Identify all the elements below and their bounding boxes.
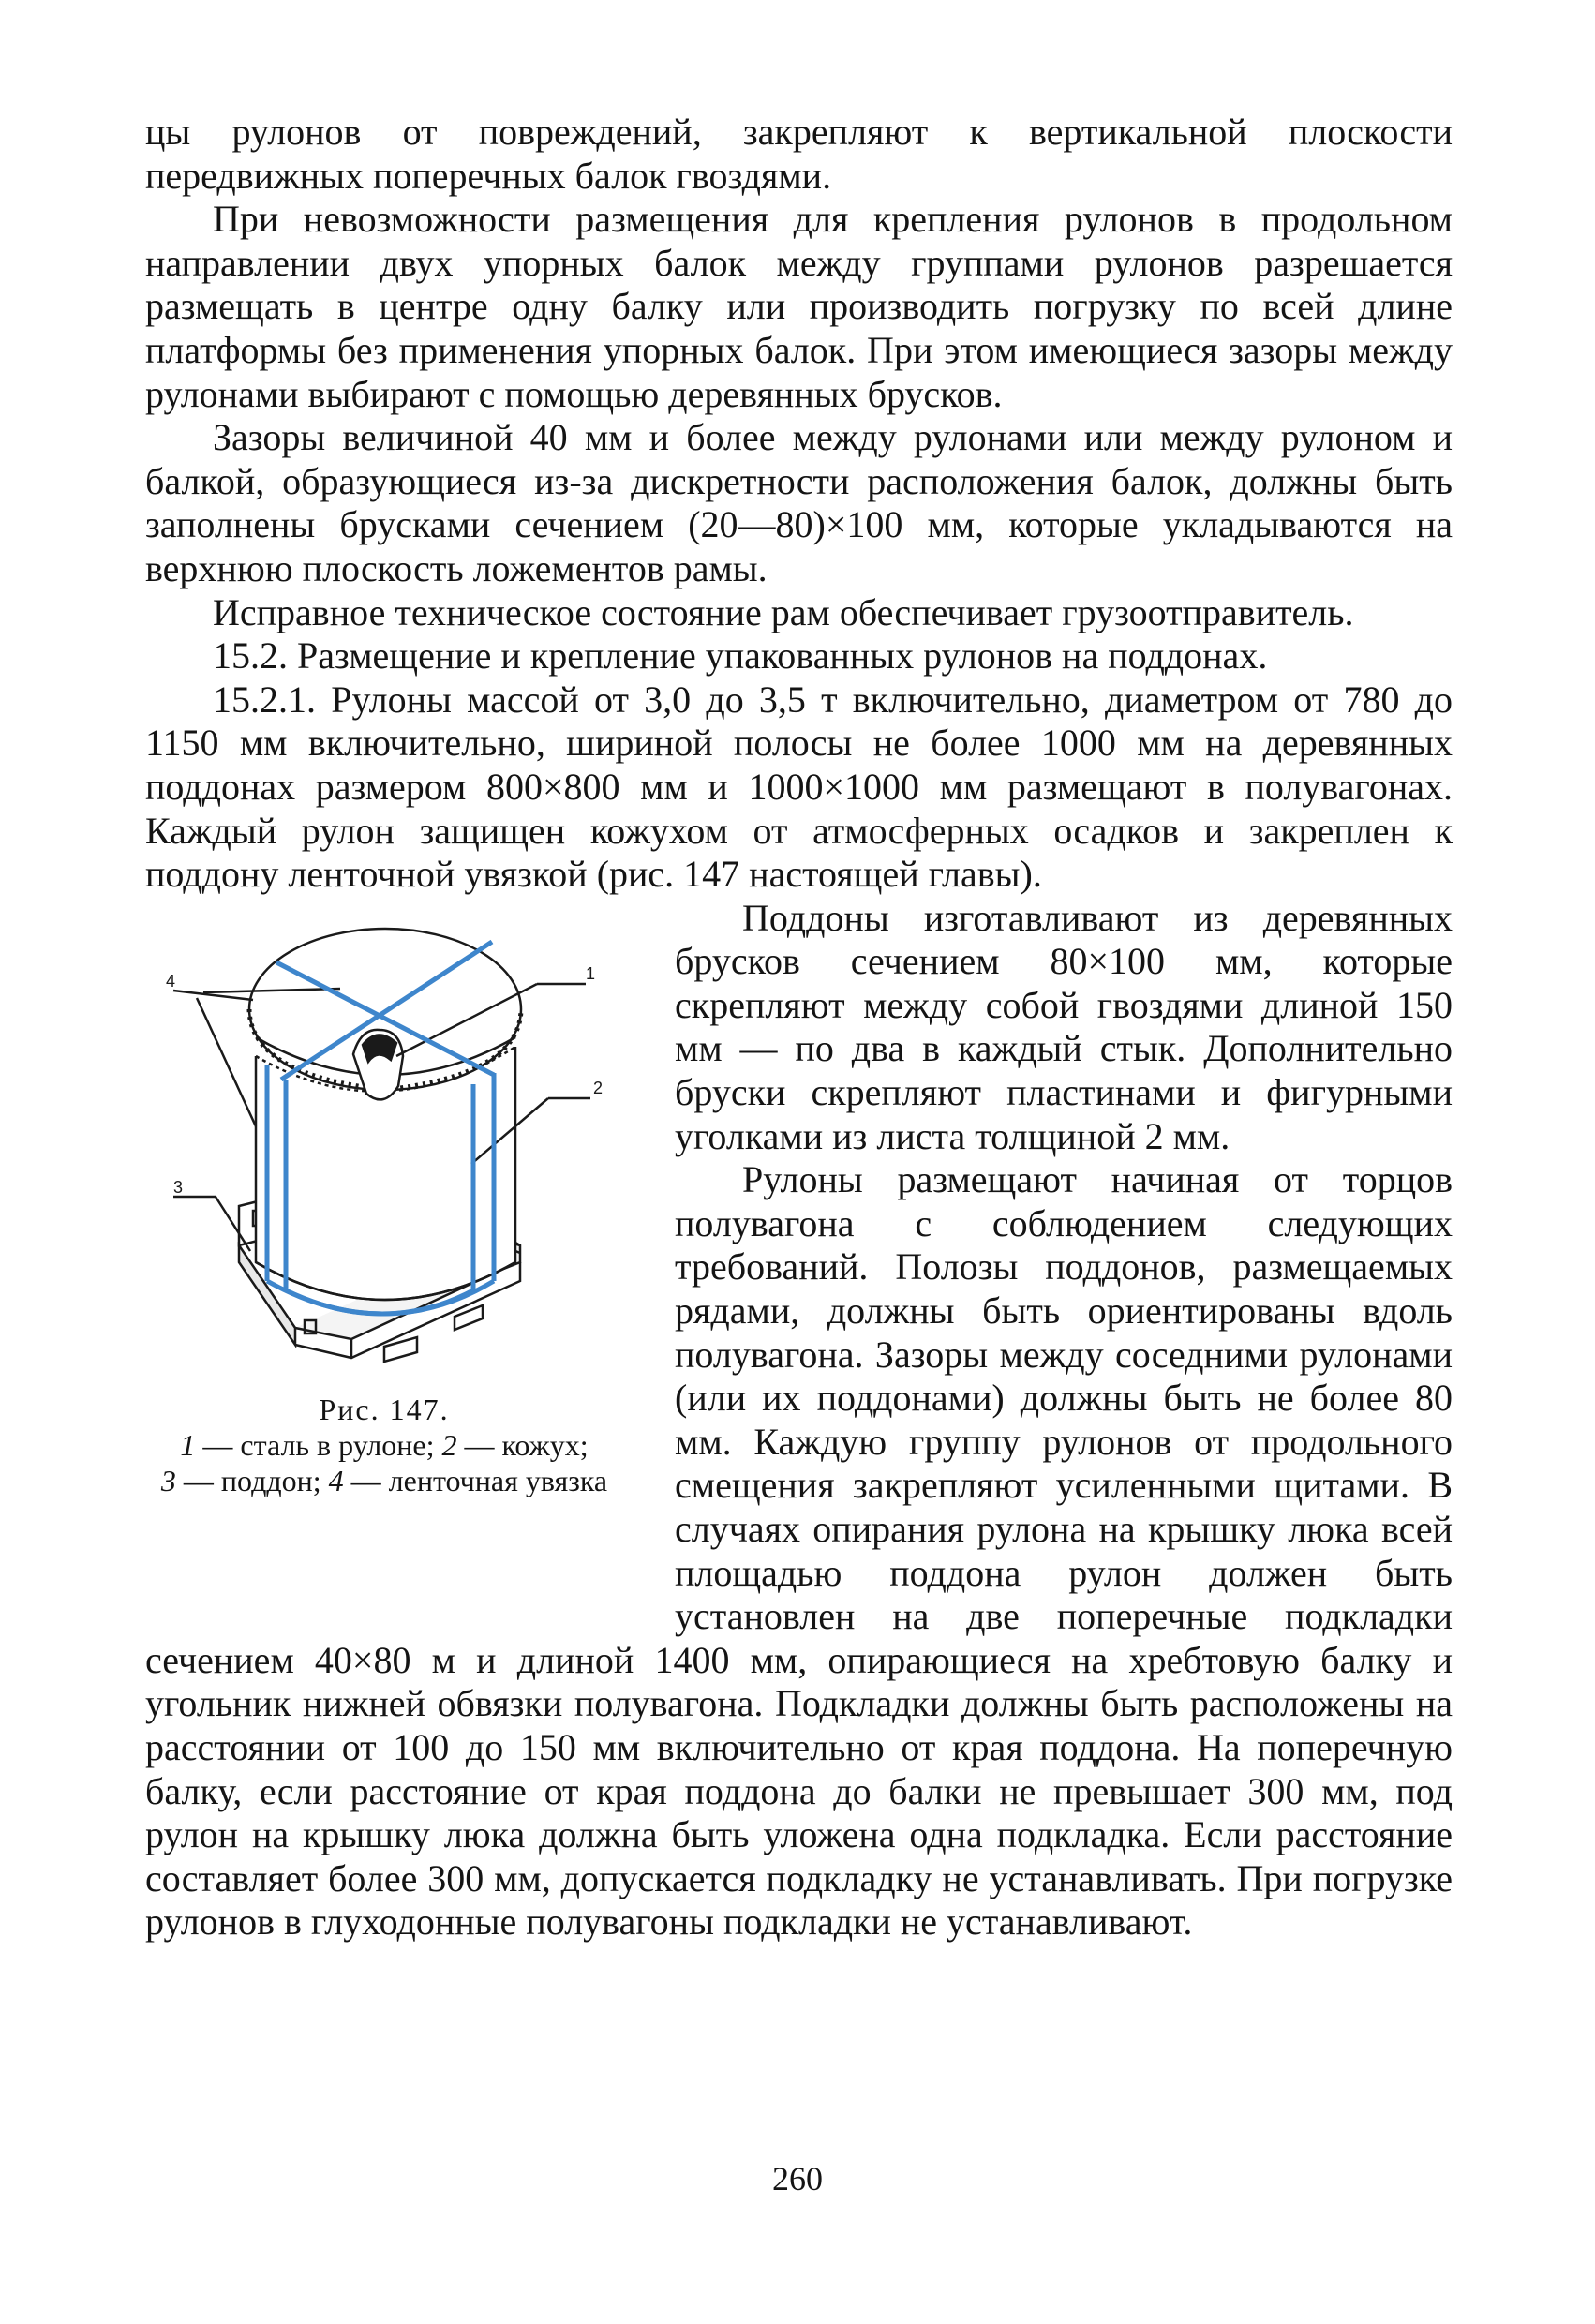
legend-text-4: — ленточная увязка: [343, 1463, 608, 1497]
page-content: [145, 111, 1453, 1944]
page-number: 260: [772, 2160, 823, 2197]
paragraph-15-2-1: 15.2.1. Рулоны массой от 3,0 до 3,5 т включительно, диаметром от 780 до 1150 мм включительно, шириной полосы не более 1000 мм на деревянных поддонах размером 800×800 мм и 1000×1000 мм размещают в полувагонах. Каждый рулон защищен кожухом от атмосферных осадков и закреплен к поддону ленточной увязкой (рис. 147 настоящей главы).: [145, 678, 1453, 896]
callout-label-2: 2: [593, 1078, 604, 1097]
legend-number-2: 2: [441, 1427, 457, 1462]
coil-on-pallet-illustration: [145, 897, 642, 1384]
figure-legend-line-2: [145, 1463, 623, 1498]
callout-label-3: 3: [173, 1177, 184, 1197]
legend-number-1: 1: [180, 1427, 196, 1462]
figure-wrap-block: [145, 897, 1453, 1944]
paragraph-pallets: Поддоны изготавливают из деревянных брусков сечением 80×100 мм, которые скрепляют между собой гвоздями длиной 150 мм — по два в каждый стык. Дополнительно бруски скрепляют пластинами и фигурными уголками из листа толщиной 2 мм.: [675, 896, 1453, 1157]
paragraph-4: Исправное техническое состояние рам обеспечивает грузоотправитель.: [213, 590, 1354, 633]
figure-caption: [145, 1392, 623, 1498]
legend-text-1: — сталь в рулоне;: [195, 1427, 442, 1462]
section-heading-15-2: 15.2. Размещение и крепление упакованных рулонов на поддонах.: [213, 634, 1268, 678]
figure-caption-title: Рис. 147.: [319, 1392, 450, 1426]
paragraph-1: цы рулонов от повреждений, закрепляют к вертикальной плоскости передвижных поперечных балок гвоздями.: [145, 111, 1453, 197]
legend-number-4: 4: [328, 1463, 344, 1497]
legend-text-3: — поддон;: [175, 1463, 329, 1497]
figure-legend-line-1: [145, 1427, 623, 1463]
paragraph-3: Зазоры величиной 40 мм и более между рулонами или между рулоном и балкой, образующиеся из-за дискретности расположения балок, должны быть заполнены брусками сечением (20—80)×100 мм, которые укладываются на верхнюю плоскость ложементов рамы.: [145, 416, 1453, 589]
paragraph-2: При невозможности размещения для крепления рулонов в продольном направлении двух упорных балок между группами рулонов разрешается размещать в центре одну балку или производить погрузку по всей длине платформы без применения упорных балок. При этом имеющиеся зазоры между рулонами выбирают с помощью деревянных брусков.: [145, 198, 1453, 415]
figure-147: [145, 897, 642, 1637]
legend-text-2: — кожух;: [456, 1427, 589, 1462]
paragraph-placement: Рулоны размещают начиная от торцов полувагона с соблюдением следующих требований. Полозы поддонов, размещаемых рядами, должны быть ориентированы вдоль полувагона. Зазоры между соседними рулонами (или их поддонами) должны быть не более 80 мм. Каждую группу рулонов от продольного смещения закрепляют усиленными щитами. В случаях опирания рулона на крышку люка всей площадью поддона рулон должен быть установлен на две поперечные подкладки сечением 40×80 м и длиной 1400 мм, опирающиеся на хребтовую балку и угольник нижней обвязки полувагона. Подкладки должны быть расположены на расстоянии от 100 до 150 мм включительно от края поддона. На поперечную балку, если расстояние от края поддона до балки не превышает 300 мм, под рулон на крышку люка должна быть уложена одна подкладка. Если расстояние составляет более 300 мм, допускается подкладку не устанавливать. При погрузке рулонов в глуходонные полувагоны подкладки не устанавливают.: [145, 1158, 1453, 1944]
callout-label-1: 1: [586, 963, 596, 983]
legend-number-3: 3: [160, 1463, 176, 1497]
callout-label-4: 4: [166, 971, 176, 991]
